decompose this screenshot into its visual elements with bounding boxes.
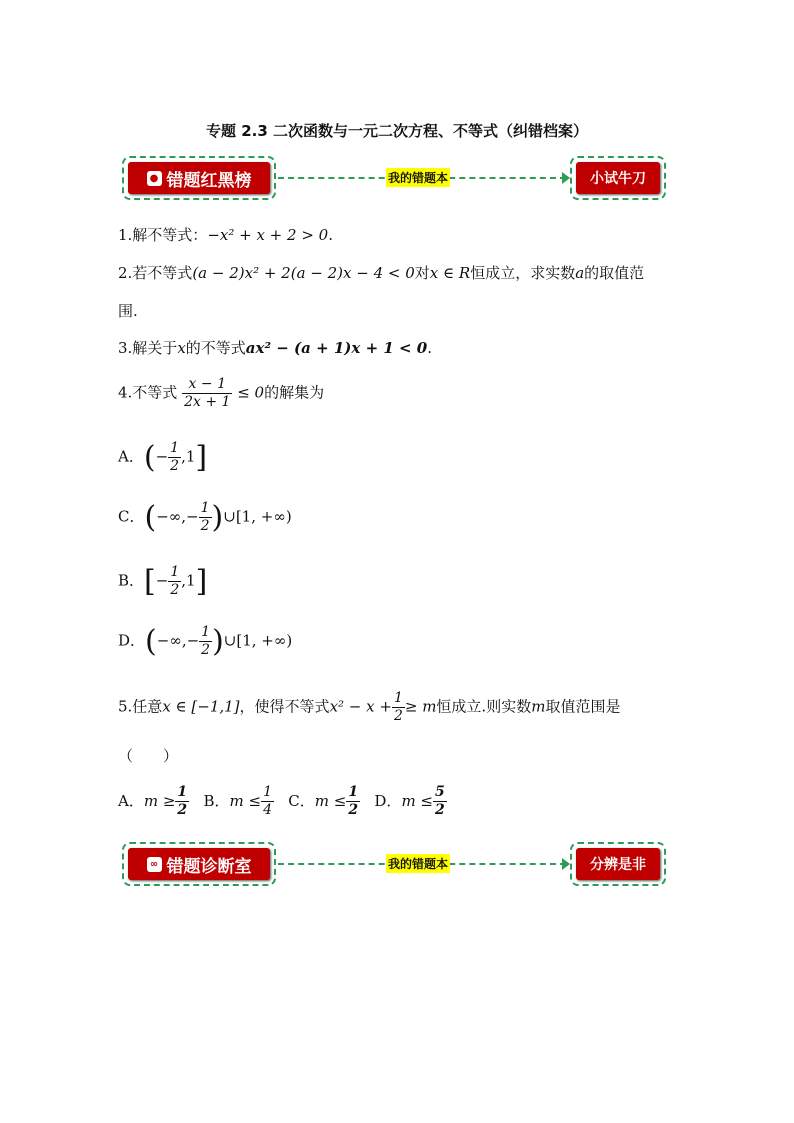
arrow-head-icon: [562, 858, 570, 870]
judge-label: 分辨是非: [576, 848, 660, 880]
page-title: 专题 2.3 二次函数与一元二次方程、不等式（纠错档案）: [205, 122, 589, 140]
section-banner-2: [122, 842, 666, 888]
section-banner-1: [122, 156, 666, 202]
user-icon: ●: [147, 171, 162, 186]
link-icon: ∞: [147, 857, 162, 872]
option-5c[interactable]: C．m ≤ $\frac{1}{2}$: [288, 784, 359, 818]
diagnosis-label: 错题诊断室: [166, 856, 252, 877]
diagnosis-button[interactable]: [122, 842, 276, 886]
question-2: 2.若不等式(a − 2)x² + 2(a − 2)x − 4 < 0对x ∈ R恒成立，求实数a的取值范: [118, 264, 645, 282]
option-4b[interactable]: B．[− $\frac{1}{2}$ ,1]: [118, 564, 208, 599]
option-5d[interactable]: D．m ≤ $\frac{5}{2}$: [374, 784, 445, 818]
answer-blank: （ ）: [118, 747, 179, 765]
wrong-rank-button[interactable]: [122, 156, 276, 200]
option-5a[interactable]: A．m ≥ $\frac{1}{2}$: [118, 784, 188, 818]
wrong-rank-label: 错题红黑榜: [166, 170, 252, 191]
try-it-label: 小试牛刀: [576, 162, 660, 194]
question-3: 3.解关于x的不等式ax² − (a + 1)x + 1 < 0.: [118, 339, 433, 357]
mistake-book-label: 我的错题本: [386, 854, 450, 873]
option-4a[interactable]: A．(− $\frac{1}{2}$ ,1]: [118, 440, 208, 475]
question-4: 4.不等式 $\frac{x - 1}{2x + 1}$ ≤ 0的解集为: [118, 376, 325, 410]
q5-options-row: [118, 784, 447, 819]
question-1: 1.解不等式：−x² + x + 2 > 0.: [118, 226, 333, 244]
option-4c[interactable]: C．(−∞,− $\frac{1}{2}$ )∪[1, +∞): [118, 500, 292, 535]
arrow-head-icon: [562, 172, 570, 184]
try-it-button[interactable]: [570, 156, 666, 200]
option-5b[interactable]: B．m ≤ $\frac{1}{4}$: [203, 784, 272, 818]
question-2-continued: 围.: [118, 302, 138, 320]
option-4d[interactable]: D．(−∞,− $\frac{1}{2}$ )∪[1, +∞): [118, 624, 293, 659]
question-5: 5.任意x ∈ [−1,1]，使得不等式x² − x + $\frac{1}{2}$ ≥ m恒成立.则实数m取值范围是: [118, 690, 621, 724]
mistake-book-label: 我的错题本: [386, 168, 450, 187]
judge-button[interactable]: [570, 842, 666, 886]
fraction: $\frac{x - 1}{2x + 1}$: [184, 376, 231, 410]
